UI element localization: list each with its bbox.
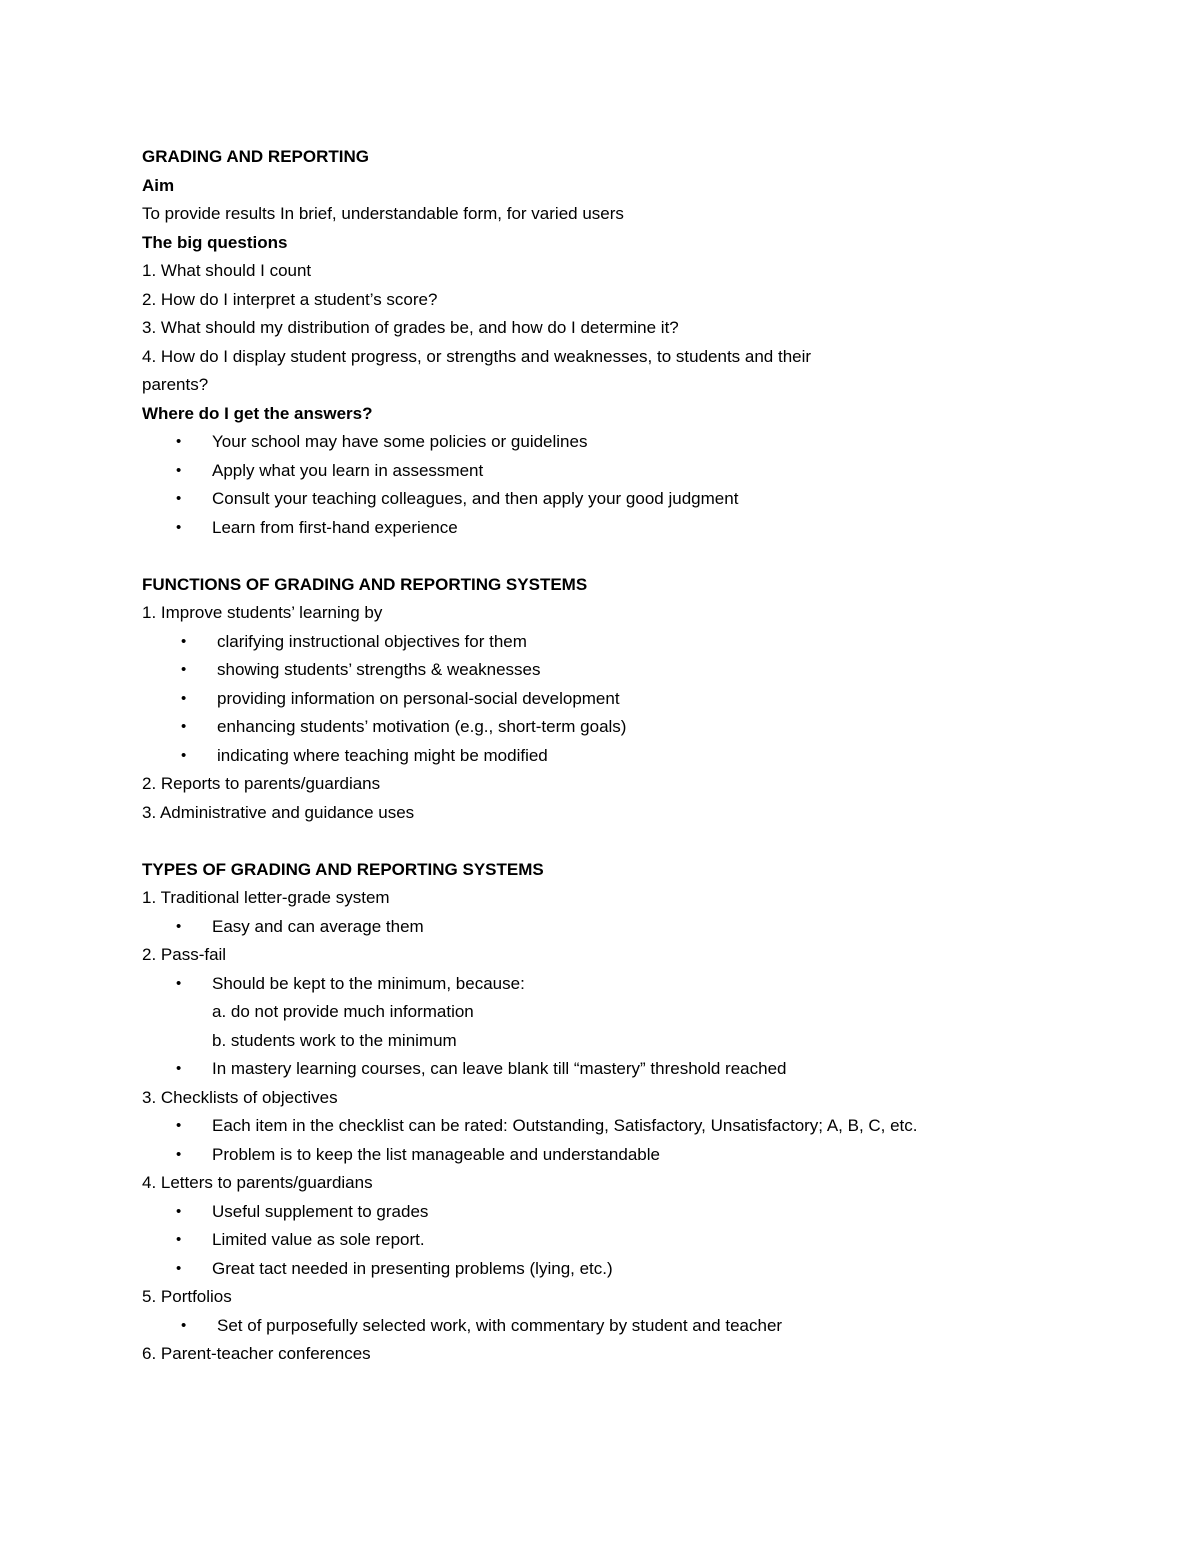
spacer [142, 542, 1102, 571]
function-bullet [142, 685, 1102, 714]
type-bullet [142, 1198, 1102, 1227]
bullet-icon: • [176, 490, 182, 507]
function-bullet [142, 656, 1102, 685]
bullet-icon: • [176, 1117, 182, 1134]
bullet-icon: • [181, 746, 187, 764]
question-item-continuation: parents? [142, 375, 209, 394]
bullet-text: In mastery learning courses, can leave blank till “mastery” threshold reached [212, 1059, 787, 1078]
bullet-text: Learn from first-hand experience [212, 517, 458, 537]
question-item: 2. How do I interpret a student’s score? [142, 289, 438, 309]
function-bullet [142, 713, 1102, 742]
bullet-text: Each item in the checklist can be rated: Outstanding, Satisfactory, Unsatisfactory; A, B, C, etc. [212, 1116, 918, 1135]
answer-bullet [142, 514, 1102, 543]
bullet-text: enhancing students’ motivation (e.g., short-term goals) [217, 717, 627, 736]
aim-heading: Aim [142, 175, 175, 195]
function-bullet [142, 742, 1102, 771]
bullet-icon: • [181, 689, 187, 707]
bullet-text: Set of purposefully selected work, with commentary by student and teacher [217, 1315, 783, 1335]
section-title-grading-and-reporting: GRADING AND REPORTING [142, 147, 369, 166]
type-bullet [142, 1141, 1102, 1170]
bullet-text: Your school may have some policies or guidelines [212, 432, 588, 451]
bullet-text: indicating where teaching might be modified [217, 745, 548, 765]
bullet-text: Should be kept to the minimum, because: [212, 973, 525, 993]
bullet-text: Apply what you learn in assessment [212, 460, 484, 480]
type-bullet [142, 1226, 1102, 1255]
function-item: 1. Improve students’ learning by [142, 603, 383, 622]
bullet-icon: • [176, 1202, 182, 1220]
type-bullet [142, 1112, 1102, 1141]
bullet-icon: • [176, 461, 182, 479]
bullet-text: Useful supplement to grades [212, 1201, 429, 1221]
type-bullet [142, 970, 1102, 999]
bullet-icon: • [176, 1145, 182, 1163]
function-bullet [142, 628, 1102, 657]
type-bullet [142, 1055, 1102, 1084]
section-title-types: TYPES OF GRADING AND REPORTING SYSTEMS [142, 859, 544, 879]
bullet-icon: • [176, 974, 182, 992]
type-bullet [142, 1255, 1102, 1284]
type-item: 5. Portfolios [142, 1287, 232, 1306]
question-item: 4. How do I display student progress, or strengths and weaknesses, to students and their [142, 346, 812, 366]
sub-item: b. students work to the minimum [212, 1030, 457, 1050]
bullet-text: clarifying instructional objectives for them [217, 631, 527, 651]
bullet-text: Easy and can average them [212, 916, 424, 936]
type-item: 4. Letters to parents/guardians [142, 1173, 373, 1192]
bullet-icon: • [176, 433, 182, 450]
function-item: 3. Administrative and guidance uses [142, 802, 415, 822]
bullet-icon: • [181, 718, 187, 735]
answers-heading: Where do I get the answers? [142, 403, 373, 423]
type-bullet [142, 1312, 1102, 1341]
bullet-icon: • [181, 1316, 187, 1334]
type-bullet [142, 913, 1102, 942]
bullet-icon: • [181, 661, 187, 678]
bullet-text: Consult your teaching colleagues, and then apply your good judgment [212, 489, 739, 508]
bullet-text: Great tact needed in presenting problems (lying, etc.) [212, 1258, 613, 1278]
document-body [142, 143, 1102, 1369]
bullet-text: Problem is to keep the list manageable and understandable [212, 1144, 660, 1164]
answer-bullet [142, 485, 1102, 514]
answer-bullet [142, 457, 1102, 486]
sub-item: a. do not provide much information [212, 1002, 474, 1021]
type-item: 1. Traditional letter-grade system [142, 888, 390, 907]
bullet-icon: • [176, 518, 182, 536]
bullet-icon: • [176, 1231, 182, 1248]
aim-text: To provide results In brief, understandable form, for varied users [142, 204, 624, 223]
bullet-icon: • [176, 1060, 182, 1077]
answer-bullet [142, 428, 1102, 457]
bullet-icon: • [176, 917, 182, 935]
function-item: 2. Reports to parents/guardians [142, 774, 381, 793]
type-item: 3. Checklists of objectives [142, 1087, 338, 1107]
bullet-icon: • [181, 632, 187, 650]
spacer [142, 827, 1102, 856]
bullet-icon: • [176, 1259, 182, 1277]
question-item: 3. What should my distribution of grades be, and how do I determine it? [142, 318, 679, 337]
type-item: 6. Parent-teacher conferences [142, 1344, 371, 1363]
bullet-text: providing information on personal-social development [217, 688, 620, 708]
type-item: 2. Pass-fail [142, 945, 227, 964]
bullet-text: Limited value as sole report. [212, 1230, 425, 1249]
section-title-functions: FUNCTIONS OF GRADING AND REPORTING SYSTEMS [142, 574, 588, 594]
question-item: 1. What should I count [142, 261, 312, 280]
big-questions-heading: The big questions [142, 232, 288, 252]
bullet-text: showing students’ strengths & weaknesses [217, 660, 541, 679]
